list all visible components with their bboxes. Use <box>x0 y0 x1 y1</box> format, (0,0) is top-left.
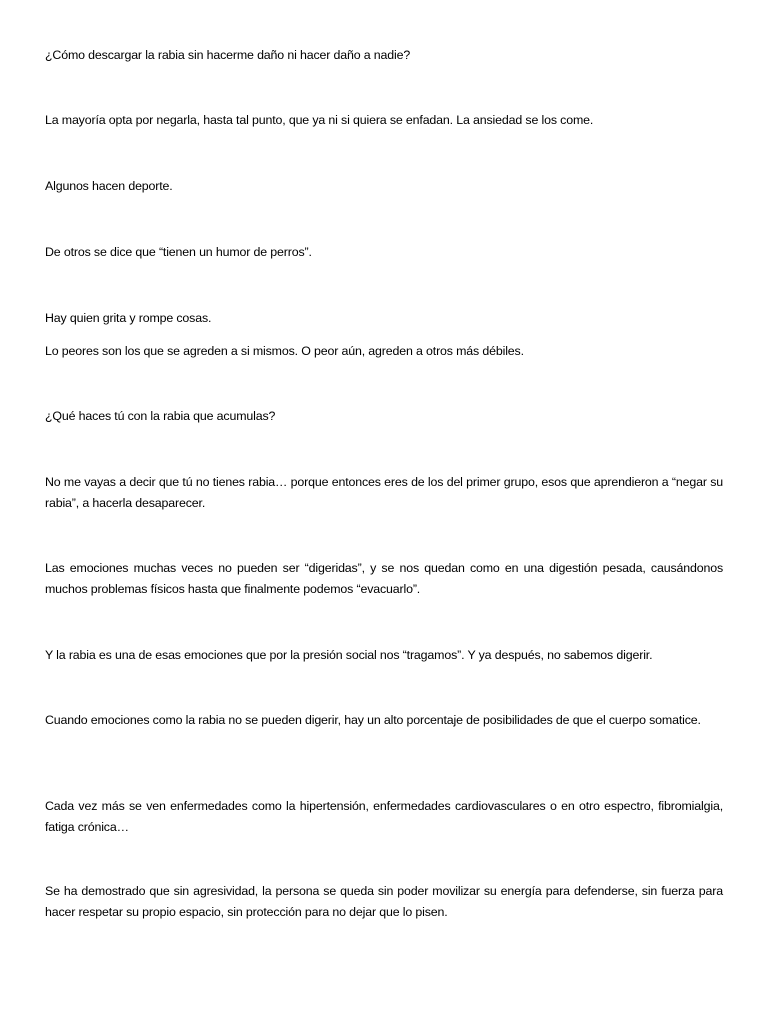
paragraph-emotions-digested: Las emociones muchas veces no pueden ser “digeridas”, y se nos quedan como en una digestión pesada, causándonos muchos problemas físicos hasta que finalmente podemos “evacuarlo”. <box>45 561 723 596</box>
paragraph-anger-swallowed: Y la rabia es una de esas emociones que por la presión social nos “tragamos”. Y ya después, no sabemos digerir. <box>45 648 653 662</box>
paragraph-body-somatizes: Cuando emociones como la rabia no se pueden digerir, hay un alto porcentaje de posibilidades de que el cuerpo somatice. <box>45 713 701 727</box>
paragraph-most-deny-it: La mayoría opta por negarla, hasta tal punto, que ya ni si quiera se enfadan. La ansiedad se los come. <box>45 113 594 127</box>
paragraph-some-do-sport: Algunos hacen deporte. <box>45 179 173 193</box>
paragraph-shout-break-things: Hay quien grita y rompe cosas. <box>45 311 212 325</box>
paragraph-question-how-to-release-anger: ¿Cómo descargar la rabia sin hacerme daño ni hacer daño a nadie? <box>45 48 411 62</box>
paragraph-self-harm: Lo peores son los que se agreden a si mismos. O peor aún, agreden a otros más débiles. <box>45 344 524 358</box>
paragraph-aggressiveness: Se ha demostrado que sin agresividad, la persona se queda sin poder movilizar su energía para defenderse, sin fuerza para hacer respetar su propio espacio, sin protección para no dejar que lo pisen. <box>45 884 723 919</box>
paragraph-question-what-do-you-do: ¿Qué haces tú con la rabia que acumulas? <box>45 409 276 423</box>
paragraph-diseases: Cada vez más se ven enfermedades como la hipertensión, enfermedades cardiovasculares o en otro espectro, fibromialgia, fatiga crónica… <box>45 799 723 834</box>
paragraph-dont-say-no-anger: No me vayas a decir que tú no tienes rabia… porque entonces eres de los del primer grupo, esos que aprendieron a “negar su rabia”, a hacerla desaparecer. <box>45 475 723 510</box>
paragraph-bad-mood: De otros se dice que “tienen un humor de perros”. <box>45 245 312 259</box>
